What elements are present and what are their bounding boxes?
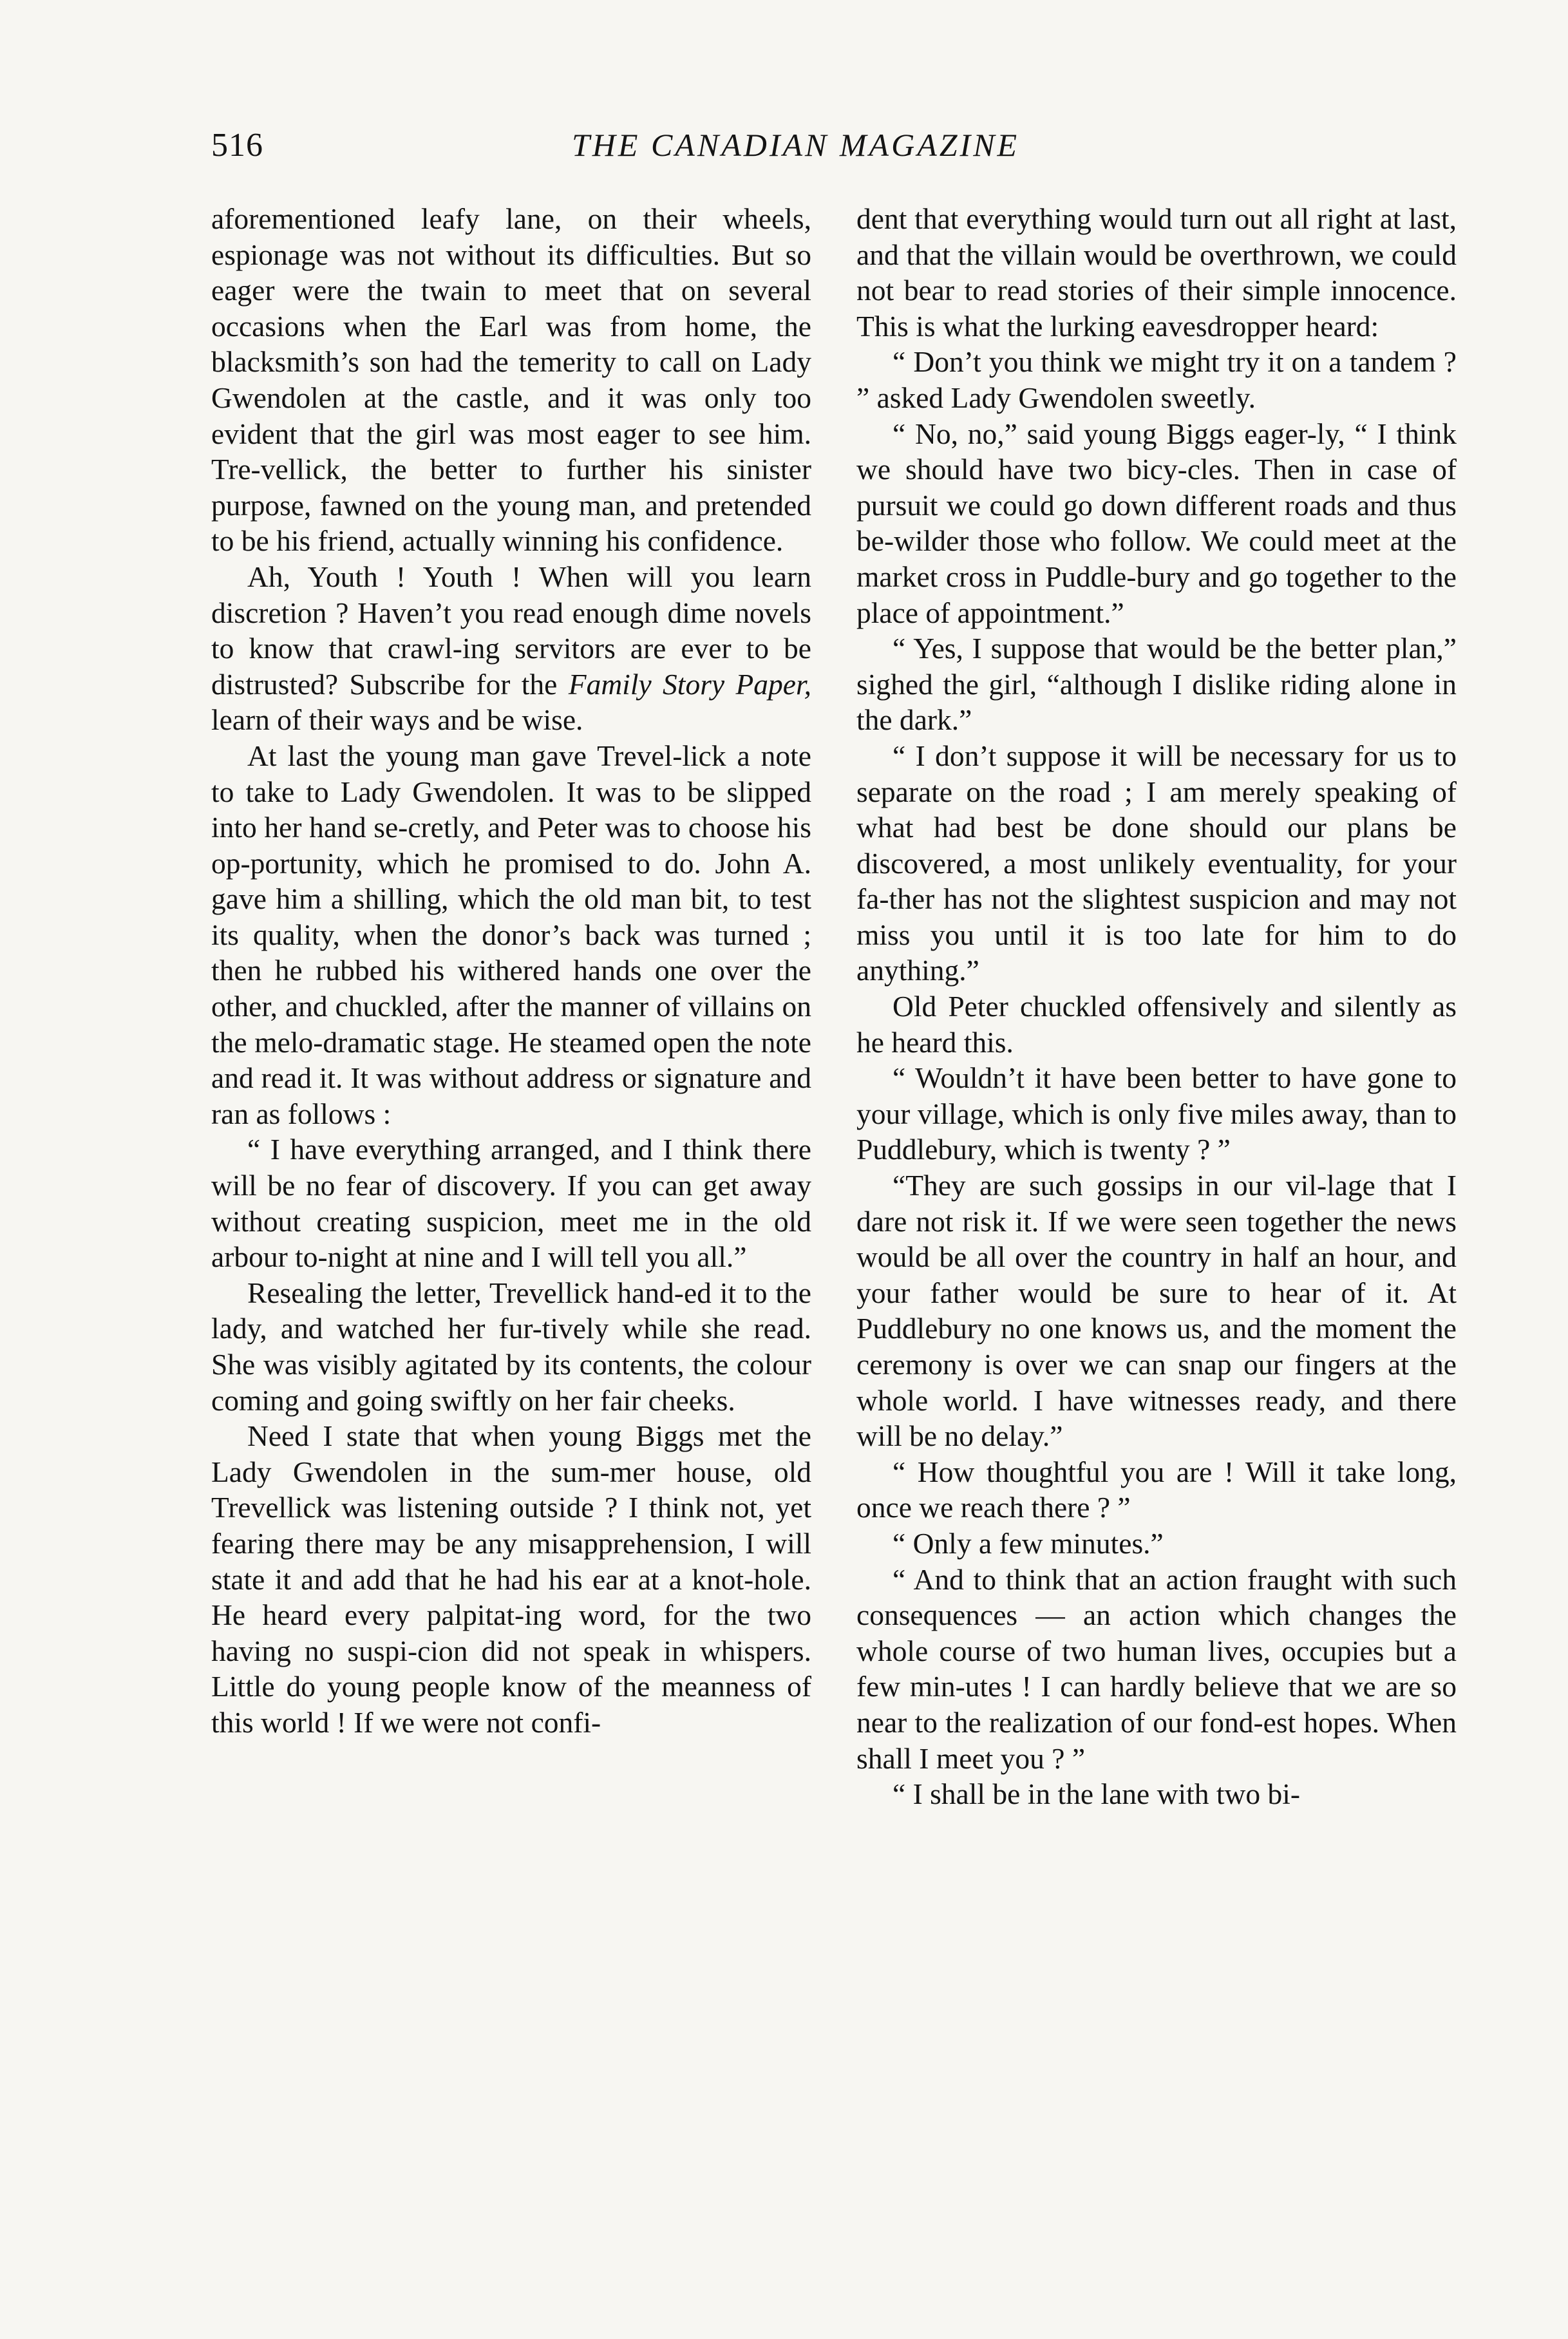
dialogue-paragraph: “ Only a few minutes.” [893, 1526, 1164, 1560]
right-column [856, 201, 1457, 1812]
page-header [211, 126, 1435, 178]
running-title: THE CANADIAN MAGAZINE [572, 127, 1020, 163]
text-run: learn of their ways and be wise. [211, 703, 583, 737]
dialogue-paragraph: “They are such gossips in our vil-lage that I dare not risk it. If we were seen together the news would be all over the country in half an hour, and your father would be sure to hear of it. At Puddlebury no one knows us, and the moment the ceremony is over we can snap our fingers at the whole world. I have witnesses ready, and there will be no delay.” [856, 1169, 1457, 1453]
paragraph: Resealing the letter, Trevellick hand-ed it to the lady, and watched her fur-tively while she read. She was visibly agitated by its contents, the colour coming and going swiftly on her fair cheeks. [211, 1276, 811, 1417]
dialogue-paragraph: “ Wouldn’t it have been better to have gone to your village, which is only five miles away, than to Puddlebury, which is twenty ? ” [856, 1061, 1457, 1166]
publication-title: Family Story Paper, [568, 667, 812, 701]
left-column [211, 201, 811, 1741]
dialogue-paragraph: “ Yes, I suppose that would be the better plan,” sighed the girl, “although I dislike riding alone in the dark.” [856, 632, 1457, 737]
page-number: 516 [211, 127, 263, 164]
text-run: Ah, Youth ! Youth ! When will you learn discretion ? Haven’t you read enough dime novels to know that crawl-ing servitors are ever to be distrusted? Subscribe for the [211, 560, 811, 701]
paragraph: Old Peter chuckled offensively and silently as he heard this. [856, 990, 1457, 1059]
paragraph [211, 559, 811, 738]
dialogue-paragraph: “ How thoughtful you are ! Will it take long, once we reach there ? ” [856, 1455, 1457, 1524]
dialogue-paragraph: “ And to think that an action fraught with such consequences — an action which changes the whole course of two human lives, occupies but a few min-utes ! I can hardly believe that we are so near to the realization of our fond-est hopes. When shall I meet you ? ” [856, 1562, 1457, 1775]
dialogue-paragraph: “ Don’t you think we might try it on a tandem ? ” asked Lady Gwendolen sweetly. [856, 345, 1457, 414]
paragraph: dent that everything would turn out all right at last, and that the villain would be overthrown, we could not bear to read stories of their simple innocence. This is what the lurking eavesdropper heard: [856, 202, 1457, 343]
paragraph: aforementioned leafy lane, on their wheels, espionage was not without its difficulties. But so eager were the twain to meet that on several occasions when the Earl was from home, the blacksmith’s son had the temerity to call on Lady Gwendolen at the castle, and it was only too evident that the girl was most eager to see him. Tre-vellick, the better to further his sinister purpose, fawned on the young man, and pretended to be his friend, actually winning his confidence. [211, 202, 811, 558]
dialogue-paragraph: “ No, no,” said young Biggs eager-ly, “ I think we should have two bicy-cles. Then in case of pursuit we could go down different roads and thus be-wilder those who follow. We could meet at the market cross in Puddle-bury and go together to the place of appointment.” [856, 417, 1457, 629]
paragraph: Need I state that when young Biggs met the Lady Gwendolen in the sum-mer house, old Trevellick was listening outside ? I think not, yet fearing there may be any misapprehension, I will state it and add that he had his ear at a knot-hole. He heard every palpitat-ing word, for the two having no suspi-cion did not speak in whispers. Little do young people know of the meanness of this world ! If we were not confi- [211, 1419, 811, 1739]
dialogue-paragraph: “ I don’t suppose it will be necessary for us to separate on the road ; I am merely speaking of what had best be done should our plans be discovered, a most unlikely eventuality, for your fa-ther has not the slightest suspicion and may not miss you until it is too late for him to do anything.” [856, 739, 1457, 987]
quoted-note: “ I have everything arranged, and I think there will be no fear of discovery. If you can get away without creating suspicion, meet me in the old arbour to-night at nine and I will tell you all.” [211, 1133, 811, 1274]
paragraph: At last the young man gave Trevel-lick a note to take to Lady Gwendolen. It was to be slipped into her hand se-cretly, and Peter was to choose his op-portunity, which he promised to do. John A. gave him a shilling, which the old man bit, to test its quality, when the donor’s back was turned ; then he rubbed his withered hands one over the other, and chuckled, after the manner of villains on the melo-dramatic stage. He steamed open the note and read it. It was without address or signature and ran as follows : [211, 739, 811, 1130]
dialogue-paragraph: “ I shall be in the lane with two bi- [893, 1777, 1301, 1811]
